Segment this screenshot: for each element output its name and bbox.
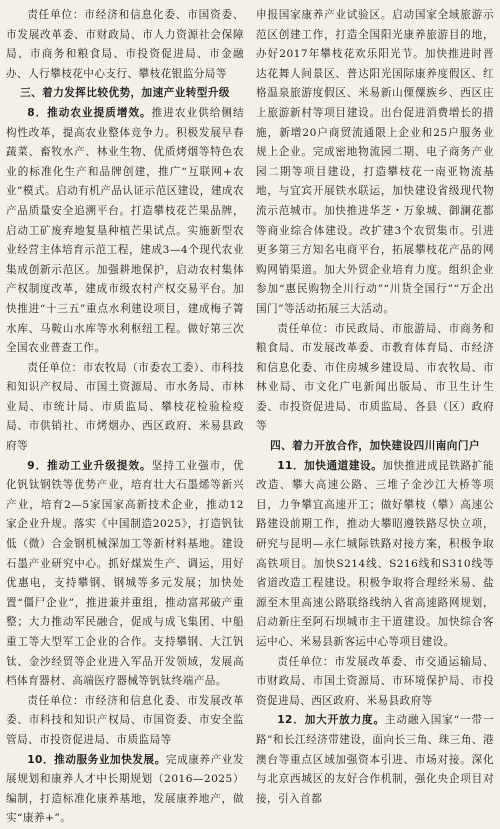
- item-body: 坚持工业强市，优化钒钛钢铁等优势产业，培育壮大石墨烯等新兴产业，培育2—5家国家高新技术企业，推动12家企业升规。落实《中国制造2025》，打造钒钛低（微）合金钢机械深加工等新材料基地。建设石墨产业研究中心。抓好煤炭生产、调运，用好优惠电，支持攀钢、钢城等多元发展；加快处置“僵尸企业”，推进兼并重组，推动富邦破产重整；大力推动军民融合，促成与成飞集团、中船重工等大型军工企业的合作。支持攀钢、大江钒钛、金沙经贸等企业进入军品开发领域，发展高档体育器材、高端医疗器械等钒钛终端产品。: [6, 459, 244, 688]
- responsible-units-paragraph: 责任单位：市民政局、市旅游局、市商务和粮食局、市发展改革委、市教育体育局、市经济和信息化委、市住房城乡建设局、市农牧局、市林业局、市文化广电新闻出版局、市卫生计生委、市投资促进局、市质监局、各县（区）政府等: [256, 322, 494, 433]
- item-lead: 9．推动工业升级提效。: [27, 459, 152, 472]
- section-heading: 三、着力发挥比较优势，加速产业转型升级: [20, 87, 230, 100]
- item-paragraph-8: [6, 104, 244, 359]
- item-body: 主动融入国家“一带一路”和长江经济带建设，面向长三角、珠三角、港澳台等重点区域加强资本引进、市场对接。深化与北京西城区的友好合作机制，强化央企项目对接，引入首都: [256, 714, 494, 805]
- responsible-units-paragraph: 责任单位：市农牧局（市委农工委）、市科技和知识产权局、市国土资源局、市水务局、市林业局、市统计局、市质监局、攀枝花检验检疫局、市供销社、市烤烟办、西区政府、米易县政府等: [6, 361, 244, 453]
- item-paragraph-10: [6, 751, 244, 829]
- item-body: 推进农业供给侧结构性改革，提高农业整体竞争力。积极发展早春蔬菜、畜牧水产、林业生物、优质烤烟等特色农业的标准化生产和品牌创建，推广“互联网+农业”模式。启动有机产品认证示范区建设，建成农产品质量安全追溯平台。打造攀枝花芒果品牌，启动工矿废弃地复垦种植芒果试点。实施新型农业经营主体培育示范工程，建成3—4个现代农业集成创新示范区。加强耕地保护，启动农村集体产权制度改革，建成市级农村产权交易平台。加快推进“十三五”重点水利建设项目，建成梅子箐水库、马鞍山水库等水利枢纽工程。做好第三次全国农业普查工作。: [6, 106, 244, 355]
- item-lead: 10．推动服务业加快发展。: [27, 753, 166, 766]
- section-heading: 四、着力开放合作，加快建设四川南向门户: [270, 440, 480, 453]
- right-column: [256, 6, 494, 805]
- item-paragraph-12: [256, 711, 494, 809]
- responsible-units-paragraph: 责任单位：市经济和信息化委、市国资委、市发展改革委、市财政局、市人力资源社会保障局、市商务和粮食局、市投资促进局、市金融办、人行攀枝花中心支行、攀枝花银监分局等: [6, 9, 244, 80]
- item-paragraph-9: [6, 457, 244, 692]
- left-column: [6, 6, 245, 825]
- item-paragraph-11: [256, 457, 494, 653]
- item-body: 完成康养产业发展规划和康养人才中长期规划（2016—2025）编制，打造标准化康养基地，发展康养地产，做实“康养+”。: [6, 753, 245, 825]
- column-gutter: [249, 0, 250, 655]
- item-lead: 8．推动农业提质增效。: [27, 106, 152, 119]
- responsible-units-paragraph: 责任单位：市经济和信息化委、市发展改革委、市科技和知识产权局、市国资委、市安全监管局、市投资促进局、市质监局等: [6, 694, 244, 746]
- item-body: 加快推进成昆铁路扩能改造、攀大高速公路、三堆子金沙江大桥等项目，力争攀宜高速开工；做好攀枝（攀）高速公路建设前期工作，推动大攀昭遵铁路尽快立项，研究与昆明—永仁城际铁路对接方案，积极争取高铁项目。加快S214线、S216线和S310线等省道改造工程建设。积极争取将合理经米易、盐源至木里高速公路联络线纳入省高速路网规划，启动新庄至阿石坝城市主干道建设。加快综合客运中心、米易县新客运中心等项目建设。: [256, 459, 494, 648]
- item-lead: 12．加大开放力度。: [277, 714, 385, 727]
- responsible-units-paragraph: 责任单位：市发展改革委、市交通运输局、市财政局、市国土资源局、市环境保护局、市投资促进局、西区政府、米易县政府等: [256, 655, 494, 707]
- continuation-paragraph: 申报国家康养产业试验区。启动国家全域旅游示范区创建工作，打造全国阳光康养旅游目的地，办好2017年攀枝花欢乐阳光节。加快推进时晋达花舞人间景区、普达阳光国际康养度假区、红格温泉旅游度假区、米易新山傈僳族乡、西区庄上旅游新村等项目建设。出台促进消费增长的措施，新增20户商贸流通限上企业和25户服务业规上企业。完成密地物流园二期、电子商务产业园二期等项目建设，打造攀枝花一南亚物流基地，与宜宾开展铁水联运，加快建设省级现代物流示范城市。加快推进华芝・万象城、御澜花都等商业综合体建设。改扩建3个农贸集市。引进更多第三方知名电商平台，拓展攀枝花产品的网购网销渠道。加大外贸企业培育力度。组织企业参加“惠民购物全川行动”“川货全国行”“万企出国门”等活动拓展三大活动。: [256, 9, 494, 315]
- item-lead: 11．加快通道建设。: [277, 459, 383, 472]
